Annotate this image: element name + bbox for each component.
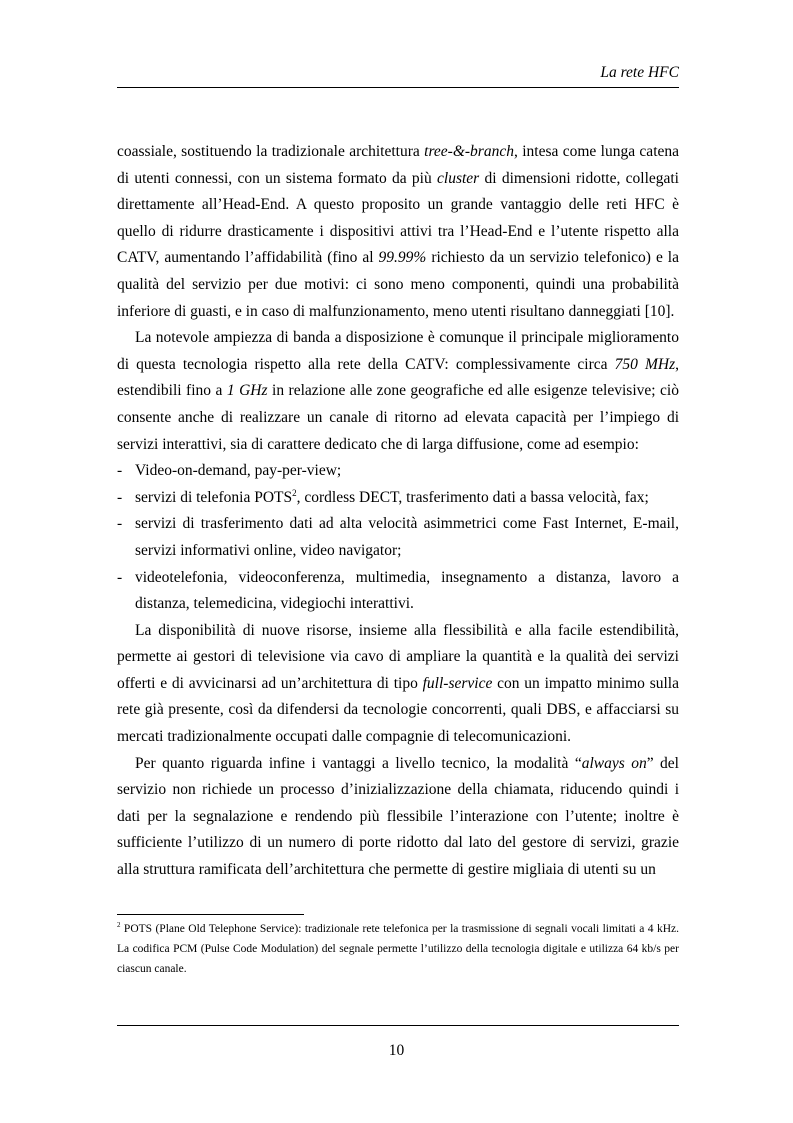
- text-run: coassiale, sostituendo la tradizionale architettura: [117, 143, 425, 160]
- italic-term: 1 GHz: [226, 382, 268, 400]
- paragraph-2: [117, 325, 679, 458]
- text-run: La notevole ampiezza di banda a disposizione è comunque il principale miglioramento di questa tecnologia rispetto alla rete della CATV: complessivamente circa: [117, 329, 679, 373]
- footnote: [117, 919, 679, 979]
- text-run: richiesto da un servizio telefonico) e la qualità del servizio per due motivi: ci sono meno componenti, quindi una probabilità inferiore di guasti, e in caso di malfunzionamento, meno utenti risultano danneggiati [10].: [117, 249, 679, 320]
- text-run: con un impatto minimo sulla rete già presente, così da difendersi da tecnologie concorrenti, quali DBS, e affacciarsi su mercati tradizionalmente occupati dalle compagnie di telecomunicazioni.: [117, 674, 679, 746]
- list-item: [117, 485, 679, 512]
- list-item-text: servizi di telefonia POTS: [135, 488, 293, 506]
- footnote-rule: [117, 914, 304, 915]
- header-rule: [117, 87, 679, 88]
- running-header: La rete HFC: [600, 64, 679, 81]
- list-item-text: videotelefonia, videoconferenza, multimedia, insegnamento a distanza, lavoro a distanza, telemedicina, videgiochi interattivi.: [135, 568, 679, 613]
- text-run: La disponibilità di nuove risorse, insieme alla flessibilità e alla facile estendibilità, permette ai gestori di televisione via cavo di ampliare la quantità e la qualità dei servizi offerti e di avvicinarsi ad un’architettura di tipo: [117, 621, 679, 692]
- paragraph-3: [117, 618, 679, 751]
- list-item: [117, 458, 679, 485]
- text-run: , intesa come lunga catena di utenti connessi, con un sistema formato da più: [117, 143, 680, 187]
- footer-rule: [117, 1025, 679, 1026]
- services-list: [117, 458, 679, 618]
- page-number: 10: [388, 1042, 405, 1059]
- text-run: ” del servizio non richiede un processo d’inizializzazione della chiamata, riducendo quindi i dati per la segnalazione e rendendo più flessibile l’interazione con l’utente; inoltre è sufficiente l’utilizzo di un numero di porte ridotto dal lato del gestore di servizi, grazie alla struttura ramificata dell’architettura che permette di gestire migliaia di utenti su un: [117, 754, 679, 879]
- list-item: [117, 565, 679, 618]
- list-item-text: , cordless DECT, trasferimento dati a bassa velocità, fax;: [296, 488, 649, 506]
- italic-term: full-service: [422, 674, 493, 692]
- italic-term: tree-&-branch: [424, 143, 514, 160]
- paragraph-1: [117, 139, 679, 325]
- italic-term: 750 MHz: [614, 355, 676, 373]
- list-item-text: Video-on-demand, pay-per-view;: [135, 462, 342, 480]
- paragraph-4: [117, 751, 679, 884]
- body-text: [117, 139, 679, 884]
- footnote-ref: 2: [292, 487, 297, 498]
- footnote-marker: 2: [117, 921, 121, 930]
- text-run: , estendibili fino a: [117, 355, 679, 400]
- footnote-text: POTS (Plane Old Telephone Service): tradizionale rete telefonica per la trasmissione di segnali vocali limitati a 4 kHz. La codifica PCM (Pulse Code Modulation) del segnale permette l’utilizzo della tecnologia digitale e utilizza 64 kb/s per ciascun canale.: [117, 923, 679, 975]
- italic-term: cluster: [437, 169, 480, 187]
- text-run: di dimensioni ridotte, collegati direttamente all’Head-End. A questo proposito un grande vantaggio delle reti HFC è quello di ridurre drasticamente i dispositivi attivi tra l’Head-End e l’utente rispetto alla CATV, aumentando l’affidabilità (fino al: [117, 169, 679, 267]
- italic-term: 99.99%: [378, 249, 427, 267]
- text-run: Per quanto riguarda infine i vantaggi a livello tecnico, la modalità “: [135, 754, 582, 772]
- italic-term: always on: [581, 754, 647, 772]
- text-run: in relazione alle zone geografiche ed alle esigenze televisive; ciò consente anche di realizzare un canale di ritorno ad elevata capacità per l’impiego di servizi interattivi, sia di carattere dedicato che di larga diffusione, come ad esempio:: [117, 382, 679, 453]
- list-item-text: servizi di trasferimento dati ad alta velocità asimmetrici come Fast Internet, E-mail, servizi informativi online, video navigator;: [135, 515, 679, 559]
- list-item: [117, 511, 679, 564]
